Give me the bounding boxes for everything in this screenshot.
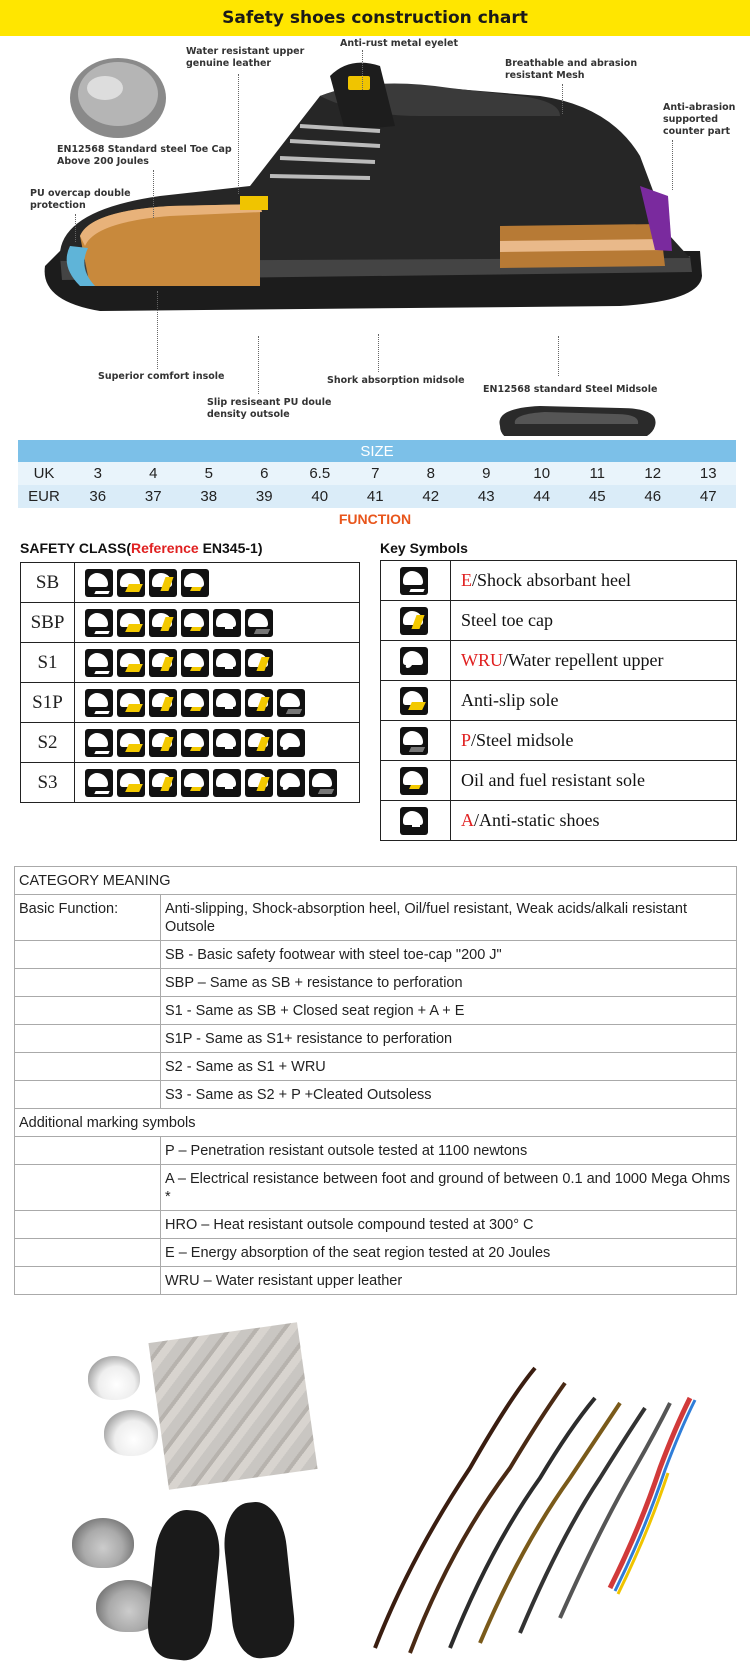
key-symbol-row bbox=[381, 801, 737, 841]
key-symbol-code: P bbox=[461, 730, 472, 750]
key-symbol-icon bbox=[400, 567, 428, 595]
safety-symbol-icon bbox=[117, 569, 145, 597]
safety-symbol-icon bbox=[213, 649, 241, 677]
safety-symbol-icon bbox=[117, 609, 145, 637]
category-empty-cell bbox=[15, 941, 161, 969]
size-cell: 3 bbox=[93, 465, 102, 482]
safety-symbol-icon bbox=[277, 769, 305, 797]
category-text: P – Penetration resistant outsole tested at 1100 newtons bbox=[161, 1137, 737, 1165]
safety-symbol-icon bbox=[181, 569, 209, 597]
size-cell: 40 bbox=[311, 488, 329, 505]
size-cell: 4 bbox=[149, 465, 158, 482]
category-row bbox=[15, 1211, 737, 1239]
key-symbol-row bbox=[381, 721, 737, 761]
safety-symbol-icon bbox=[309, 769, 337, 797]
key-symbol-row bbox=[381, 641, 737, 681]
function-label: FUNCTION bbox=[338, 511, 412, 527]
safety-class-code: S1 bbox=[21, 643, 75, 683]
category-text: HRO – Heat resistant outsole compound tested at 300° C bbox=[161, 1211, 737, 1239]
category-empty-cell bbox=[15, 1267, 161, 1295]
safety-symbol-icon bbox=[181, 689, 209, 717]
safety-class-code: SBP bbox=[21, 603, 75, 643]
key-symbol-icon bbox=[400, 687, 428, 715]
size-cell: 12 bbox=[644, 465, 662, 482]
size-cell: 11 bbox=[589, 465, 606, 482]
category-row bbox=[15, 1267, 737, 1295]
callout-toe-cap: EN12568 Standard steel Toe Cap Above 200 Joules bbox=[57, 144, 232, 167]
category-empty-cell bbox=[15, 1165, 161, 1211]
category-text: A – Electrical resistance between foot and ground of between 0.1 and 1000 Mega Ohms * bbox=[161, 1165, 737, 1211]
size-cell: 13 bbox=[699, 465, 717, 482]
safety-symbol-icon bbox=[117, 649, 145, 677]
category-row bbox=[15, 1025, 737, 1053]
key-symbol-code: WRU bbox=[461, 650, 503, 670]
safety-class-icons bbox=[75, 563, 360, 603]
safety-symbol-icon bbox=[117, 769, 145, 797]
safety-class-row bbox=[21, 763, 360, 803]
key-symbol-label bbox=[451, 641, 737, 681]
key-symbol-icon bbox=[400, 727, 428, 755]
category-empty-cell bbox=[15, 1211, 161, 1239]
leader-line bbox=[75, 214, 76, 242]
size-cell: 39 bbox=[255, 488, 273, 505]
safety-symbol-icon bbox=[213, 689, 241, 717]
key-symbol-text: Anti-slip sole bbox=[461, 690, 559, 710]
key-symbol-label bbox=[451, 721, 737, 761]
callout-anti-abrasion: Anti-abrasion supported counter part bbox=[663, 102, 736, 137]
shoe-construction-diagram bbox=[0, 36, 750, 436]
category-row bbox=[15, 1053, 737, 1081]
key-symbols-title: Key Symbols bbox=[380, 540, 468, 556]
midsole-image bbox=[144, 1507, 223, 1663]
size-cell: 47 bbox=[699, 488, 717, 505]
safety-symbol-icon bbox=[213, 729, 241, 757]
category-text: S3 - Same as S2 + P +Cleated Outsoless bbox=[161, 1081, 737, 1109]
safety-class-table bbox=[20, 562, 360, 803]
safety-symbol-icon bbox=[149, 609, 177, 637]
size-header: SIZE bbox=[18, 440, 736, 462]
size-cell: 5 bbox=[204, 465, 213, 482]
category-row bbox=[15, 1165, 737, 1211]
key-symbol-text: /Shock absorbant heel bbox=[472, 570, 631, 590]
safety-symbol-icon bbox=[245, 729, 273, 757]
safety-class-code: S3 bbox=[21, 763, 75, 803]
category-text: S1P - Same as S1+ resistance to perforation bbox=[161, 1025, 737, 1053]
size-cell: 43 bbox=[477, 488, 495, 505]
size-cell: 37 bbox=[144, 488, 162, 505]
size-cell: 46 bbox=[644, 488, 662, 505]
key-symbol-icon bbox=[400, 807, 428, 835]
callout-steel-midsole: EN12568 standard Steel Midsole bbox=[483, 384, 658, 395]
key-symbol-row bbox=[381, 681, 737, 721]
steel-toe-cap-image bbox=[88, 1356, 140, 1400]
key-symbols-table bbox=[380, 560, 737, 841]
safety-symbol-icon bbox=[149, 649, 177, 677]
insole-sheet-image bbox=[148, 1322, 317, 1489]
size-table bbox=[18, 440, 736, 508]
safety-symbol-icon bbox=[85, 689, 113, 717]
category-text: S1 - Same as SB + Closed seat region + A + E bbox=[161, 997, 737, 1025]
safety-class-title-ref: Reference bbox=[130, 540, 199, 556]
safety-symbol-icon bbox=[117, 729, 145, 757]
size-cell: 44 bbox=[533, 488, 551, 505]
size-label-eur: EUR bbox=[28, 488, 60, 505]
size-cell: 9 bbox=[482, 465, 491, 482]
callout-comfort-insole: Superior comfort insole bbox=[98, 371, 225, 382]
key-symbol-icon-cell bbox=[381, 681, 451, 721]
category-empty-cell bbox=[15, 1239, 161, 1267]
callout-breathable: Breathable and abrasion resistant Mesh bbox=[505, 58, 638, 81]
safety-class-title bbox=[20, 540, 263, 556]
safety-symbol-icon bbox=[85, 569, 113, 597]
key-symbol-row bbox=[381, 561, 737, 601]
key-symbol-icon-cell bbox=[381, 601, 451, 641]
key-symbol-label bbox=[451, 601, 737, 641]
size-row-eur bbox=[18, 485, 736, 508]
safety-symbol-icon bbox=[149, 729, 177, 757]
safety-symbol-icon bbox=[245, 769, 273, 797]
leader-line bbox=[157, 291, 158, 369]
additional-header-row bbox=[15, 1109, 737, 1137]
key-symbol-text: Steel toe cap bbox=[461, 610, 553, 630]
leader-line bbox=[562, 84, 563, 114]
basic-function-row bbox=[15, 895, 737, 941]
category-empty-cell bbox=[15, 997, 161, 1025]
callout-water-resistant: Water resistant upper genuine leather bbox=[186, 46, 305, 69]
safety-class-title-prefix: SAFETY CLASS( bbox=[20, 540, 131, 556]
key-symbol-code: A bbox=[461, 810, 474, 830]
shoelaces-image bbox=[370, 1358, 720, 1658]
leader-line bbox=[672, 140, 673, 190]
safety-symbol-icon bbox=[277, 729, 305, 757]
safety-symbol-icon bbox=[181, 609, 209, 637]
callout-slip-outsole: Slip resiseant PU doule density outsole bbox=[207, 397, 332, 420]
safety-symbol-icon bbox=[245, 609, 273, 637]
key-symbol-label bbox=[451, 801, 737, 841]
safety-class-icons bbox=[75, 603, 360, 643]
safety-class-row bbox=[21, 683, 360, 723]
key-symbol-row bbox=[381, 761, 737, 801]
size-cell: 6 bbox=[260, 465, 269, 482]
key-symbol-label bbox=[451, 761, 737, 801]
key-symbol-text: /Steel midsole bbox=[471, 730, 574, 750]
category-row bbox=[15, 1239, 737, 1267]
key-symbol-text: /Anti-static shoes bbox=[474, 810, 600, 830]
key-symbol-label bbox=[451, 561, 737, 601]
category-row bbox=[15, 1137, 737, 1165]
category-empty-cell bbox=[15, 1025, 161, 1053]
leader-line bbox=[362, 50, 363, 90]
key-symbol-code: E bbox=[461, 570, 472, 590]
key-symbol-icon-cell bbox=[381, 801, 451, 841]
safety-symbol-icon bbox=[149, 689, 177, 717]
additional-header: Additional marking symbols bbox=[15, 1109, 737, 1137]
key-symbol-label bbox=[451, 681, 737, 721]
key-symbol-icon-cell bbox=[381, 721, 451, 761]
category-text: S2 - Same as S1 + WRU bbox=[161, 1053, 737, 1081]
composite-toe-cap-image bbox=[72, 1518, 134, 1568]
category-header: CATEGORY MEANING bbox=[15, 867, 737, 895]
safety-symbol-icon bbox=[245, 689, 273, 717]
safety-class-icons bbox=[75, 643, 360, 683]
category-meaning-table bbox=[14, 866, 737, 1295]
size-cell: 10 bbox=[533, 465, 551, 482]
safety-symbol-icon bbox=[213, 769, 241, 797]
size-cell: 8 bbox=[426, 465, 435, 482]
category-text: E – Energy absorption of the seat region tested at 20 Joules bbox=[161, 1239, 737, 1267]
size-label-uk: UK bbox=[33, 465, 55, 482]
category-header-row bbox=[15, 867, 737, 895]
leader-line bbox=[238, 74, 239, 194]
leader-line bbox=[153, 170, 154, 218]
safety-symbol-icon bbox=[213, 609, 241, 637]
key-symbol-row bbox=[381, 601, 737, 641]
category-row bbox=[15, 1081, 737, 1109]
callout-pu-overcap: PU overcap double protection bbox=[30, 188, 131, 211]
size-cell: 7 bbox=[371, 465, 380, 482]
size-cell: 6.5 bbox=[309, 465, 331, 482]
category-row bbox=[15, 941, 737, 969]
key-symbol-icon-cell bbox=[381, 641, 451, 681]
safety-symbol-icon bbox=[181, 729, 209, 757]
category-text: SBP – Same as SB + resistance to perforation bbox=[161, 969, 737, 997]
size-cell: 42 bbox=[422, 488, 440, 505]
callout-anti-rust: Anti-rust metal eyelet bbox=[340, 38, 458, 49]
safety-symbol-icon bbox=[181, 649, 209, 677]
basic-function-text: Anti-slipping, Shock-absorption heel, Oil/fuel resistant, Weak acids/alkali resistant Outsole bbox=[161, 895, 737, 941]
key-symbol-text: /Water repellent upper bbox=[503, 650, 664, 670]
leader-line bbox=[558, 336, 559, 376]
category-empty-cell bbox=[15, 969, 161, 997]
key-symbol-text: Oil and fuel resistant sole bbox=[461, 770, 645, 790]
leader-line bbox=[258, 336, 259, 394]
safety-symbol-icon bbox=[85, 649, 113, 677]
category-empty-cell bbox=[15, 1137, 161, 1165]
safety-class-row bbox=[21, 603, 360, 643]
safety-symbol-icon bbox=[85, 769, 113, 797]
key-symbol-icon bbox=[400, 647, 428, 675]
size-row-uk bbox=[18, 462, 736, 485]
safety-class-row bbox=[21, 563, 360, 603]
safety-symbol-icon bbox=[181, 769, 209, 797]
page-title: Safety shoes construction chart bbox=[0, 0, 750, 36]
key-symbol-icon-cell bbox=[381, 761, 451, 801]
safety-symbol-icon bbox=[85, 609, 113, 637]
safety-class-icons bbox=[75, 723, 360, 763]
size-cell: 36 bbox=[89, 488, 107, 505]
safety-class-code: S1P bbox=[21, 683, 75, 723]
key-symbol-icon bbox=[400, 767, 428, 795]
safety-class-row bbox=[21, 643, 360, 683]
safety-symbol-icon bbox=[117, 689, 145, 717]
callout-shock-midsole: Shork absorption midsole bbox=[327, 375, 465, 386]
steel-toe-cap-image bbox=[104, 1410, 158, 1456]
midsole-image bbox=[220, 1499, 298, 1661]
safety-symbol-icon bbox=[245, 649, 273, 677]
category-empty-cell bbox=[15, 1081, 161, 1109]
safety-class-row bbox=[21, 723, 360, 763]
safety-class-icons bbox=[75, 763, 360, 803]
key-symbol-icon bbox=[400, 607, 428, 635]
safety-symbol-icon bbox=[277, 689, 305, 717]
category-row bbox=[15, 969, 737, 997]
safety-class-title-suffix: EN345-1) bbox=[198, 540, 263, 556]
accessories-photo bbox=[0, 1318, 750, 1668]
size-cell: 38 bbox=[200, 488, 218, 505]
category-text: WRU – Water resistant upper leather bbox=[161, 1267, 737, 1295]
safety-class-code: S2 bbox=[21, 723, 75, 763]
basic-function-label: Basic Function: bbox=[15, 895, 161, 941]
safety-class-code: SB bbox=[21, 563, 75, 603]
safety-class-icons bbox=[75, 683, 360, 723]
size-cell: 45 bbox=[588, 488, 606, 505]
safety-symbol-icon bbox=[149, 569, 177, 597]
category-empty-cell bbox=[15, 1053, 161, 1081]
size-cell: 41 bbox=[366, 488, 384, 505]
safety-symbol-icon bbox=[85, 729, 113, 757]
category-row bbox=[15, 997, 737, 1025]
key-symbol-icon-cell bbox=[381, 561, 451, 601]
leader-line bbox=[378, 334, 379, 372]
category-text: SB - Basic safety footwear with steel toe-cap "200 J" bbox=[161, 941, 737, 969]
safety-symbol-icon bbox=[149, 769, 177, 797]
